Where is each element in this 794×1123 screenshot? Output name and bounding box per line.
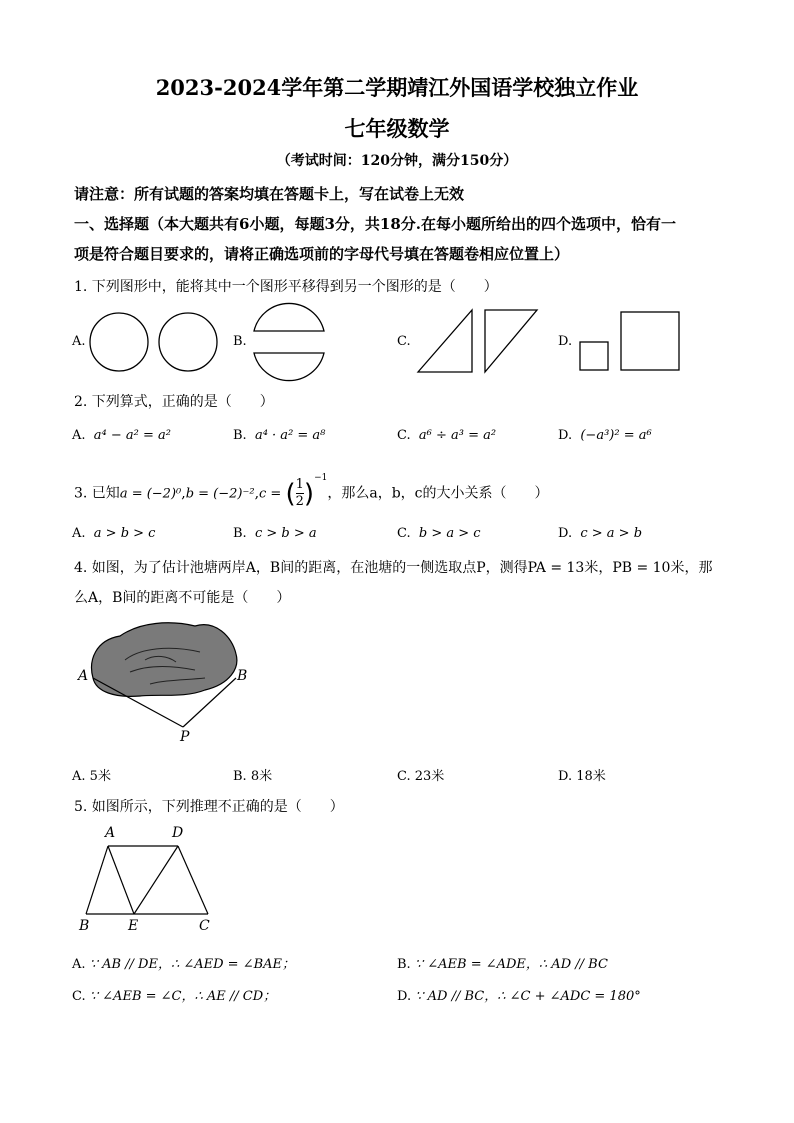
question-5-text: 5. 如图所示，下列推理不正确的是（ ） (74, 799, 344, 815)
q2-option-c-label: C. (397, 428, 411, 443)
q3-option-a-label: A. (72, 526, 86, 541)
q3-option-b-expr: c > b > a (254, 526, 317, 541)
question-2-text: 2. 下列算式，正确的是（ ） (74, 394, 274, 410)
q5-label-a: A (105, 825, 116, 841)
section-heading-line1: 一、选择题（本大题共有6小题，每题3分，共18分.在每小题所给出的四个选项中，恰有一 (74, 215, 676, 233)
segment-ae (108, 846, 134, 914)
q2-option-b-label: B. (233, 428, 247, 443)
q3-option-a-expr: a > b > c (93, 526, 156, 541)
q5-option-c-label: C. (72, 989, 86, 1004)
q5-option-b-label: B. (397, 957, 411, 972)
q2-option-a-expr: a⁴ − a² = a² (93, 428, 171, 443)
section-heading-line2: 项是符合题目要求的，请将正确选项前的字母代号填在答题卷相应位置上） (74, 245, 570, 263)
q4-option-c-label: C. (397, 769, 411, 784)
q4-label-p: P (180, 729, 190, 745)
question-1-text: 1. 下列图形中，能将其中一个图形平移得到另一个图形的是（ ） (74, 279, 498, 295)
q1-option-c-label: C. (397, 334, 411, 349)
q5-option-b-text: ∵ ∠AEB = ∠ADE，∴ AD // BC (414, 957, 608, 972)
segment-ab (86, 846, 108, 914)
q4-label-a: A (78, 668, 89, 684)
q3-frac-den: 2 (295, 494, 304, 509)
q4-option-d-text: 18米 (576, 769, 606, 784)
q3-prefix: 3. 已知 (74, 485, 120, 502)
q4-option-a-text: 5米 (89, 769, 111, 784)
q4-option-c-text: 23米 (414, 769, 445, 784)
segment-de (134, 846, 178, 914)
q2-option-d-expr: (−a³)² = a⁶ (580, 428, 652, 443)
q5-option-c-text: ∵ ∠AEB = ∠C，∴ AE // CD； (89, 989, 277, 1004)
q1-option-a-label: A. (72, 334, 86, 349)
q4-option-d-label: D. (558, 769, 573, 784)
q5-option-d-label: D. (397, 989, 412, 1004)
q5-label-d: D (172, 825, 184, 841)
q4-option-b-text: 8米 (250, 769, 273, 784)
notice: 请注意：所有试题的答案均填在答题卡上，写在试卷上无效 (74, 185, 465, 203)
q2-option-a-label: A. (72, 428, 86, 443)
q3-option-c-expr: b > a > c (418, 526, 481, 541)
page-title: 2023-2024学年第二学期靖江外国语学校独立作业 (155, 75, 639, 100)
question-4-line2: 么A，B间的距离不可能是（ ） (74, 590, 291, 606)
question-3-text: 3. 已知a = (−2)⁰,b = (−2)⁻²,c = ( $\frac{1}{2}$ )$^{-1}$，那么a，b，c的大小关系（ ） (74, 472, 549, 509)
q5-option-a-text: ∵ AB // DE，∴ ∠AED = ∠BAE； (89, 957, 296, 972)
q3-expr-a: a = (−2)⁰ (119, 486, 182, 502)
q2-option-c-expr: a⁶ ÷ a³ = a² (418, 428, 497, 443)
q2-option-d-label: D. (558, 428, 573, 443)
q4-option-b-label: B. (233, 769, 247, 784)
q5-option-d-text: ∵ AD // BC，∴ ∠C + ∠ADC = 180° (415, 989, 641, 1004)
q3-expr-b: b = (−2)⁻² (185, 486, 255, 502)
q3-expr-c: c = (259, 486, 286, 502)
q1-option-d-label: D. (558, 334, 573, 349)
q3-option-b-label: B. (233, 526, 247, 541)
q5-label-b: B (79, 918, 90, 934)
q3-suffix: ，那么a，b，c的大小关系（ ） (327, 485, 549, 502)
q5-option-a-label: A. (72, 957, 86, 972)
q5-label-e: E (128, 918, 139, 934)
question-4-line1: 4. 如图，为了估计池塘两岸A，B间的距离，在池塘的一侧选取点P，测得PA = 13米，PB = 10米，那 (74, 560, 713, 576)
q3-option-d-expr: c > a > b (580, 526, 643, 541)
q1-option-b-label: B. (233, 334, 247, 349)
q4-option-a-label: A. (72, 769, 86, 784)
q2-option-b-expr: a⁴ · a² = a⁸ (254, 428, 326, 443)
q3-option-c-label: C. (397, 526, 411, 541)
q3-frac-exp: −1 (314, 472, 328, 483)
segment-dc (178, 846, 208, 914)
page-subtitle: 七年级数学 (344, 116, 450, 141)
q3-frac-num: 1 (295, 477, 304, 492)
exam-info: （考试时间：120分钟，满分150分） (276, 153, 518, 169)
q4-label-b: B (237, 668, 248, 684)
q5-label-c: C (199, 918, 210, 934)
q3-option-d-label: D. (558, 526, 573, 541)
